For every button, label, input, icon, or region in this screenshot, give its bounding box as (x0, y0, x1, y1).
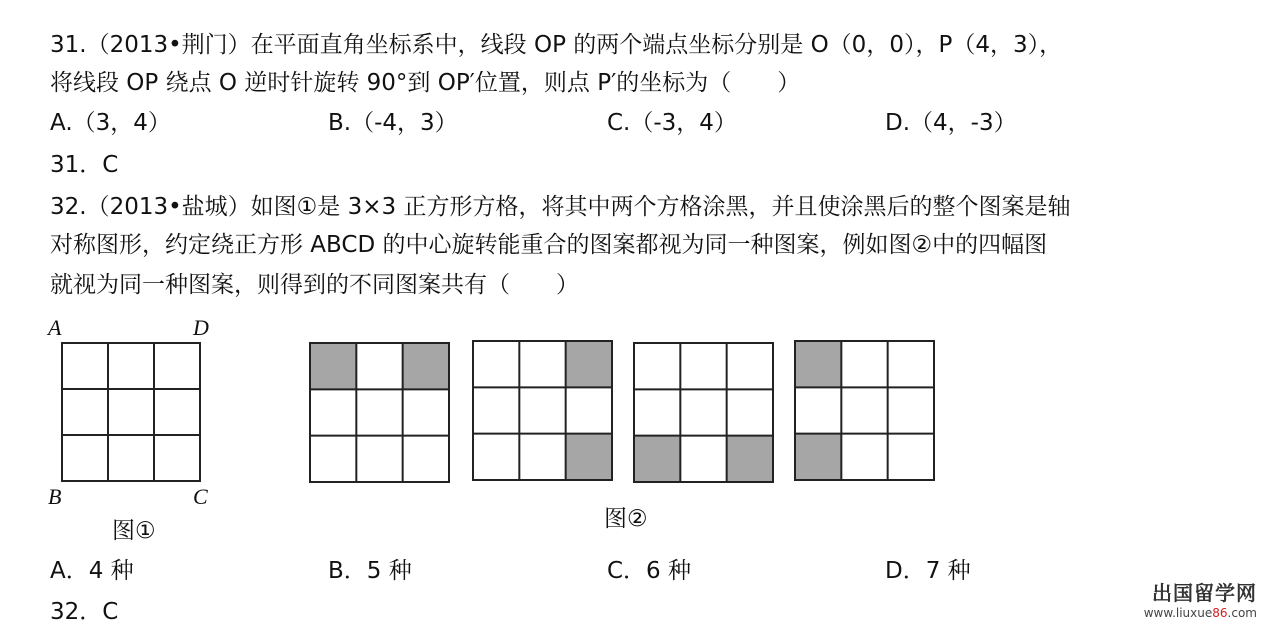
q31-option-c: C.（-3，4） (607, 110, 737, 136)
figure-2-grid-3 (633, 342, 774, 483)
figure-2-grid-4 (794, 340, 935, 481)
q32-line-3: 就视为同一种图案，则得到的不同图案共有（ ） (50, 272, 579, 298)
q32-line-1: 32.（2013•盐城）如图①是 3×3 正方形方格，将其中两个方格涂黑，并且使涂黑后的整个图案是轴 (50, 194, 1071, 220)
q31-option-b: B.（-4，3） (328, 110, 458, 136)
q31-answer: 31．C (50, 152, 119, 178)
shaded-cell (566, 341, 612, 387)
corner-label-d: D (193, 315, 209, 340)
q32-option-a: A．4 种 (50, 558, 134, 584)
corner-label-c: C (193, 484, 208, 509)
corner-label-b: B (48, 484, 62, 509)
q32-option-b: B．5 种 (328, 558, 412, 584)
q31-option-d: D.（4，-3） (885, 110, 1017, 136)
shaded-cell (795, 341, 841, 387)
shaded-cell (403, 343, 449, 389)
corner-label-a: A (48, 315, 62, 340)
figure-2-label: 图② (604, 506, 648, 532)
shaded-cell (795, 434, 841, 480)
figure-2-grid-2 (472, 340, 613, 481)
watermark-url-suffix: .com (1227, 606, 1257, 620)
q31-line-2: 将线段 OP 绕点 O 逆时针旋转 90°到 OP′位置，则点 P′的坐标为（ ） (50, 70, 801, 96)
site-watermark (1144, 577, 1257, 620)
figure-1-grid (61, 342, 201, 482)
q32-line-2: 对称图形，约定绕正方形 ABCD 的中心旋转能重合的图案都视为同一种图案，例如图②中的四幅图 (50, 232, 1048, 258)
q32-option-c: C．6 种 (607, 558, 692, 584)
q32-option-d: D．7 种 (885, 558, 971, 584)
q31-line-1: 31.（2013•荆门）在平面直角坐标系中，线段 OP 的两个端点坐标分别是 O（0，0），P（4，3）， (50, 32, 1063, 58)
q31-option-a: A.（3，4） (50, 110, 171, 136)
watermark-url (1144, 606, 1257, 620)
shaded-cell (566, 434, 612, 480)
watermark-site-name: 出国留学网 (1152, 581, 1257, 605)
figure-2-grid-1 (309, 342, 450, 483)
shaded-cell (727, 436, 773, 482)
shaded-cell (634, 436, 680, 482)
watermark-url-prefix: www.liuxue (1143, 606, 1213, 620)
figure-1-label: 图① (112, 518, 156, 544)
shaded-cell (310, 343, 356, 389)
watermark-url-number: 86 (1212, 606, 1228, 620)
q32-answer: 32．C (50, 599, 119, 625)
